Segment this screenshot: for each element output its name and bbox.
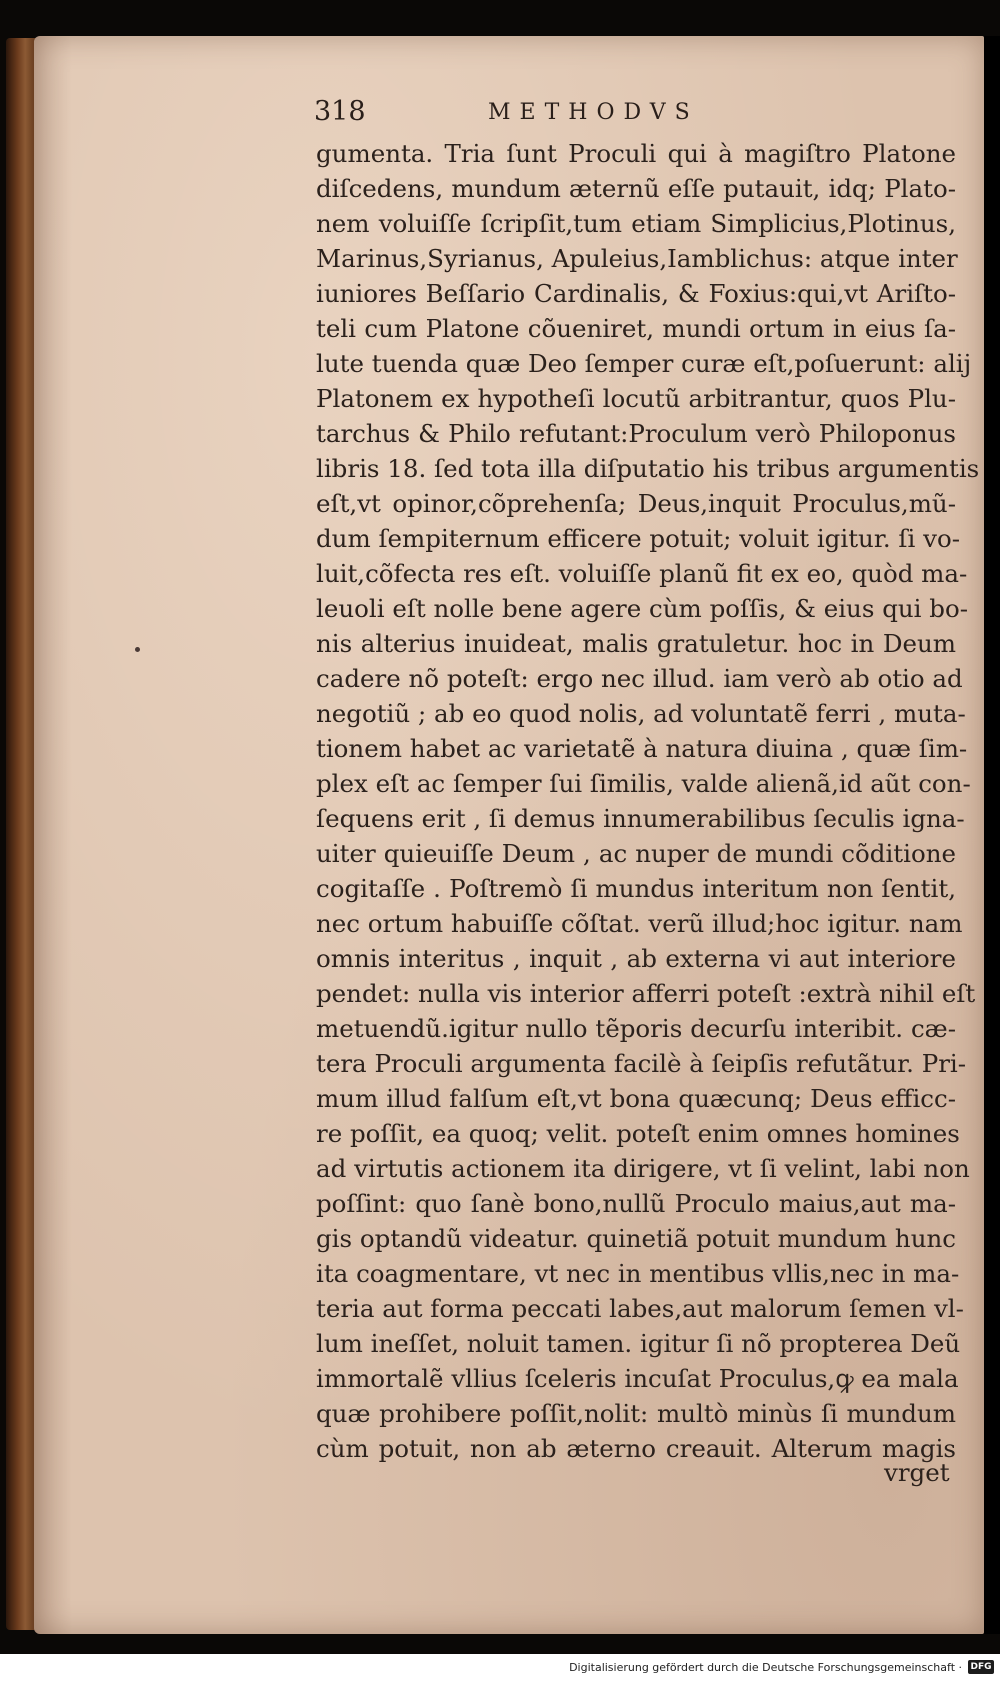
catchword: vrget [884,1458,950,1487]
text-line: mum illud falſum eſt,vt bona quæcunq; Deus efficc- [316,1084,956,1113]
digitization-footer [0,1654,1000,1685]
text-line: cadere nõ poteſt: ergo nec illud. iam verò ab otio ad [316,664,963,693]
text-line: metuendũ.igitur nullo tẽporis decurſu interibit. cæ- [316,1014,956,1043]
text-line: lute tuenda quæ Deo ſemper curæ eſt,poſuerunt: alij [316,349,972,378]
body-text [316,136,980,1466]
dfg-logo: DFG [968,1660,994,1674]
text-line: uiter quieuiſſe Deum , ac nuper de mundi cõditione [316,839,956,868]
text-line: eſt,vt opinor,cõprehenſa; Deus,inquit Proculus,mũ- [316,489,956,518]
text-line: Platonem ex hypotheſi locutũ arbitrantur, quos Plu- [316,384,956,413]
text-line: nem voluiſſe ſcripſit,tum etiam Simplicius,Plotinus, [316,209,956,238]
text-line: plex eſt ac ſemper ſui ſimilis, valde alienã,id aũt con- [316,769,971,798]
text-line: cùm potuit, non ab æterno creauit. Alterum magis [316,1434,956,1463]
text-line: cogitaſſe . Poſtremò ſi mundus interitum non ſentit, [316,874,956,903]
text-line: tionem habet ac varietatẽ à natura diuina , quæ ſim- [316,734,968,763]
text-line: nis alterius inuideat, malis gratuletur. hoc in Deum [316,629,956,658]
text-line: luit,cõfecta res eſt. voluiſſe planũ fit ex eo, quòd ma- [316,559,968,588]
scan-border [984,36,1000,1634]
text-line: re poſſit, ea quoq; velit. poteſt enim omnes homines [316,1119,960,1148]
text-line: tarchus & Philo refutant:Proculum verò Philoponus [316,419,956,448]
text-line: pendet: nulla vis interior afferri poteſt :extrà nihil eſt [316,979,976,1008]
text-line: tera Proculi argumenta facilè à ſeipſis refutãtur. Pri- [316,1049,967,1078]
text-line: quæ prohibere poſſit,nolit: multò minùs ſi mundum [316,1399,956,1428]
text-line: gis optandũ videatur. quinetiã potuit mundum hunc [316,1224,956,1253]
text-line: libris 18. ſed tota illa diſputatio his tribus argumentis [316,454,980,483]
text-line: ad virtutis actionem ita dirigere, vt ſi velint, labi non [316,1154,970,1183]
page-header [314,96,714,132]
text-line: leuoli eſt nolle bene agere cùm poſſis, & eius qui bo- [316,594,968,623]
text-line: ſequens erit , ſi demus innumerabilibus ſeculis igna- [316,804,965,833]
text-line: omnis interitus , inquit , ab externa vi aut interiore [316,944,956,973]
ink-speck [135,647,140,652]
text-line: gumenta. Tria ſunt Proculi qui à magiſtro Platone [316,139,956,168]
funding-credit: Digitalisierung gefördert durch die Deutsche Forschungsgemeinschaft · [569,1661,962,1674]
text-line: nec ortum habuiſſe cõſtat. verũ illud;hoc igitur. nam [316,909,963,938]
text-line: lum ineſſet, noluit tamen. igitur ſi nõ propterea Deũ [316,1329,961,1358]
text-line: poſſint: quo ſanè bono,nullũ Proculo maius,aut ma- [316,1189,956,1218]
text-line: diſcedens, mundum æternũ eſſe putauit, idq; Plato- [316,174,956,203]
running-title: METHODVS [488,100,699,125]
text-line: ita coagmentare, vt nec in mentibus vllis,nec in ma- [316,1259,960,1288]
page-number: 318 [314,96,366,127]
text-line: negotiũ ; ab eo quod nolis, ad voluntatẽ ferri , muta- [316,699,966,728]
text-line: immortalẽ vllius ſceleris incuſat Proculus,ꝙ ea mala [316,1364,959,1393]
text-line: iuniores Beſſario Cardinalis, & Foxius:qui,vt Ariſto- [316,279,956,308]
text-line: Marinus,Syrianus, Apuleius,Iamblichus: atque inter [316,244,958,273]
text-line: dum ſempiternum efficere potuit; voluit igitur. ſi vo- [316,524,960,553]
text-line: teria aut forma peccati labes,aut malorum ſemen vl- [316,1294,964,1323]
text-line: teli cum Platone cõueniret, mundi ortum in eius ſa- [316,314,956,343]
